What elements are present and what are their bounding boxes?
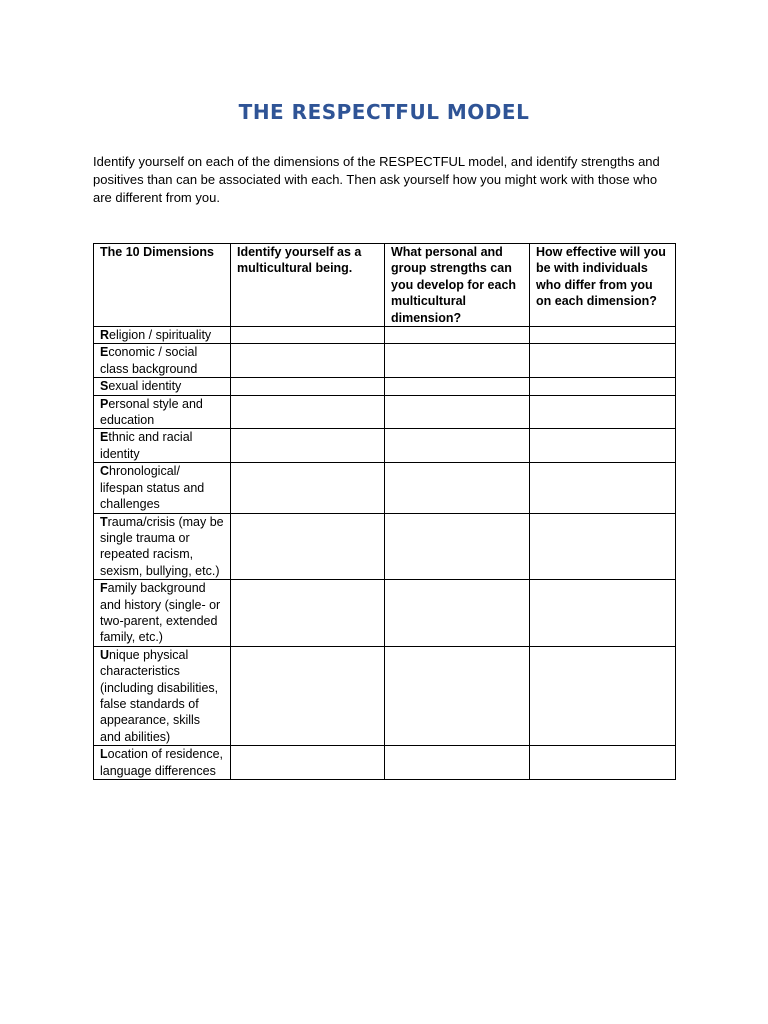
strengths-cell[interactable] xyxy=(385,463,530,513)
dimensions-table xyxy=(93,243,676,780)
identify-cell[interactable] xyxy=(231,513,385,580)
dimension-label: hronological/ lifespan status and challenges xyxy=(100,464,205,512)
table-row xyxy=(94,378,676,395)
header-strengths: What personal and group strengths can you develop for each multicultural dimension? xyxy=(385,244,530,327)
strengths-cell[interactable] xyxy=(385,378,530,395)
header-effectiveness: How effective will you be with individuals who differ from you on each dimension? xyxy=(530,244,676,327)
table-header-row xyxy=(94,244,676,327)
intro-paragraph: Identify yourself on each of the dimensions of the RESPECTFUL model, and identify strengths and positives than can be associated with each. Then ask yourself how you might work with those who are different from you. xyxy=(93,154,660,205)
dimension-initial: L xyxy=(100,747,108,762)
dimension-label: nique physical characteristics (including disabilities, false standards of appearance, skills and abilities) xyxy=(100,647,219,744)
dimension-initial: S xyxy=(100,379,109,394)
identify-cell[interactable] xyxy=(231,344,385,378)
table-row xyxy=(94,580,676,647)
header-identify-yourself: Identify yourself as a multicultural being. xyxy=(231,244,385,327)
effectiveness-cell[interactable] xyxy=(530,646,676,745)
effectiveness-cell[interactable] xyxy=(530,463,676,513)
identify-cell[interactable] xyxy=(231,746,385,780)
strengths-cell[interactable] xyxy=(385,746,530,780)
dimension-initial: U xyxy=(100,647,110,662)
dimension-cell xyxy=(94,378,231,395)
table-row xyxy=(94,463,676,513)
table-row xyxy=(94,344,676,378)
dimension-label: thnic and racial identity xyxy=(100,430,193,461)
dimension-cell xyxy=(94,327,231,344)
effectiveness-cell[interactable] xyxy=(530,327,676,344)
identify-cell[interactable] xyxy=(231,429,385,463)
effectiveness-cell[interactable] xyxy=(530,746,676,780)
dimension-cell xyxy=(94,395,231,429)
dimension-label: eligion / spirituality xyxy=(109,328,212,343)
strengths-cell[interactable] xyxy=(385,429,530,463)
dimension-cell xyxy=(94,429,231,463)
dimension-cell xyxy=(94,580,231,647)
strengths-cell[interactable] xyxy=(385,395,530,429)
strengths-cell[interactable] xyxy=(385,513,530,580)
table-row xyxy=(94,395,676,429)
dimension-initial: T xyxy=(100,514,108,529)
dimension-initial: F xyxy=(100,581,108,596)
table-row xyxy=(94,646,676,745)
identify-cell[interactable] xyxy=(231,463,385,513)
dimension-label: conomic / social class background xyxy=(100,345,198,376)
header-dimensions: The 10 Dimensions xyxy=(94,244,231,327)
dimension-cell xyxy=(94,513,231,580)
effectiveness-cell[interactable] xyxy=(530,344,676,378)
dimension-cell xyxy=(94,344,231,378)
strengths-cell[interactable] xyxy=(385,646,530,745)
identify-cell[interactable] xyxy=(231,395,385,429)
strengths-cell[interactable] xyxy=(385,327,530,344)
dimension-initial: C xyxy=(100,464,110,479)
dimension-initial: P xyxy=(100,396,109,411)
dimension-initial: R xyxy=(100,328,110,343)
identify-cell[interactable] xyxy=(231,378,385,395)
effectiveness-cell[interactable] xyxy=(530,378,676,395)
effectiveness-cell[interactable] xyxy=(530,513,676,580)
identify-cell[interactable] xyxy=(231,646,385,745)
dimension-label: ocation of residence, language differences xyxy=(100,747,223,778)
dimension-cell xyxy=(94,646,231,745)
dimension-label: ersonal style and education xyxy=(100,396,203,428)
identify-cell[interactable] xyxy=(231,327,385,344)
identify-cell[interactable] xyxy=(231,580,385,647)
dimension-label: amily background and history (single- or two-parent, extended family, etc.) xyxy=(100,581,221,645)
effectiveness-cell[interactable] xyxy=(530,395,676,429)
effectiveness-cell[interactable] xyxy=(530,429,676,463)
strengths-cell[interactable] xyxy=(385,344,530,378)
strengths-cell[interactable] xyxy=(385,580,530,647)
dimension-label: rauma/crisis (may be single trauma or repeated racism, sexism, bullying, etc.) xyxy=(100,514,224,578)
table-row xyxy=(94,327,676,344)
page-title: THE RESPECTFUL MODEL xyxy=(238,100,530,124)
dimension-initial: E xyxy=(100,345,109,360)
dimension-cell xyxy=(94,746,231,780)
table-row xyxy=(94,429,676,463)
table-row xyxy=(94,746,676,780)
dimension-cell xyxy=(94,463,231,513)
effectiveness-cell[interactable] xyxy=(530,580,676,647)
dimension-label: exual identity xyxy=(108,379,182,394)
dimension-initial: E xyxy=(100,430,109,445)
table-row xyxy=(94,513,676,580)
